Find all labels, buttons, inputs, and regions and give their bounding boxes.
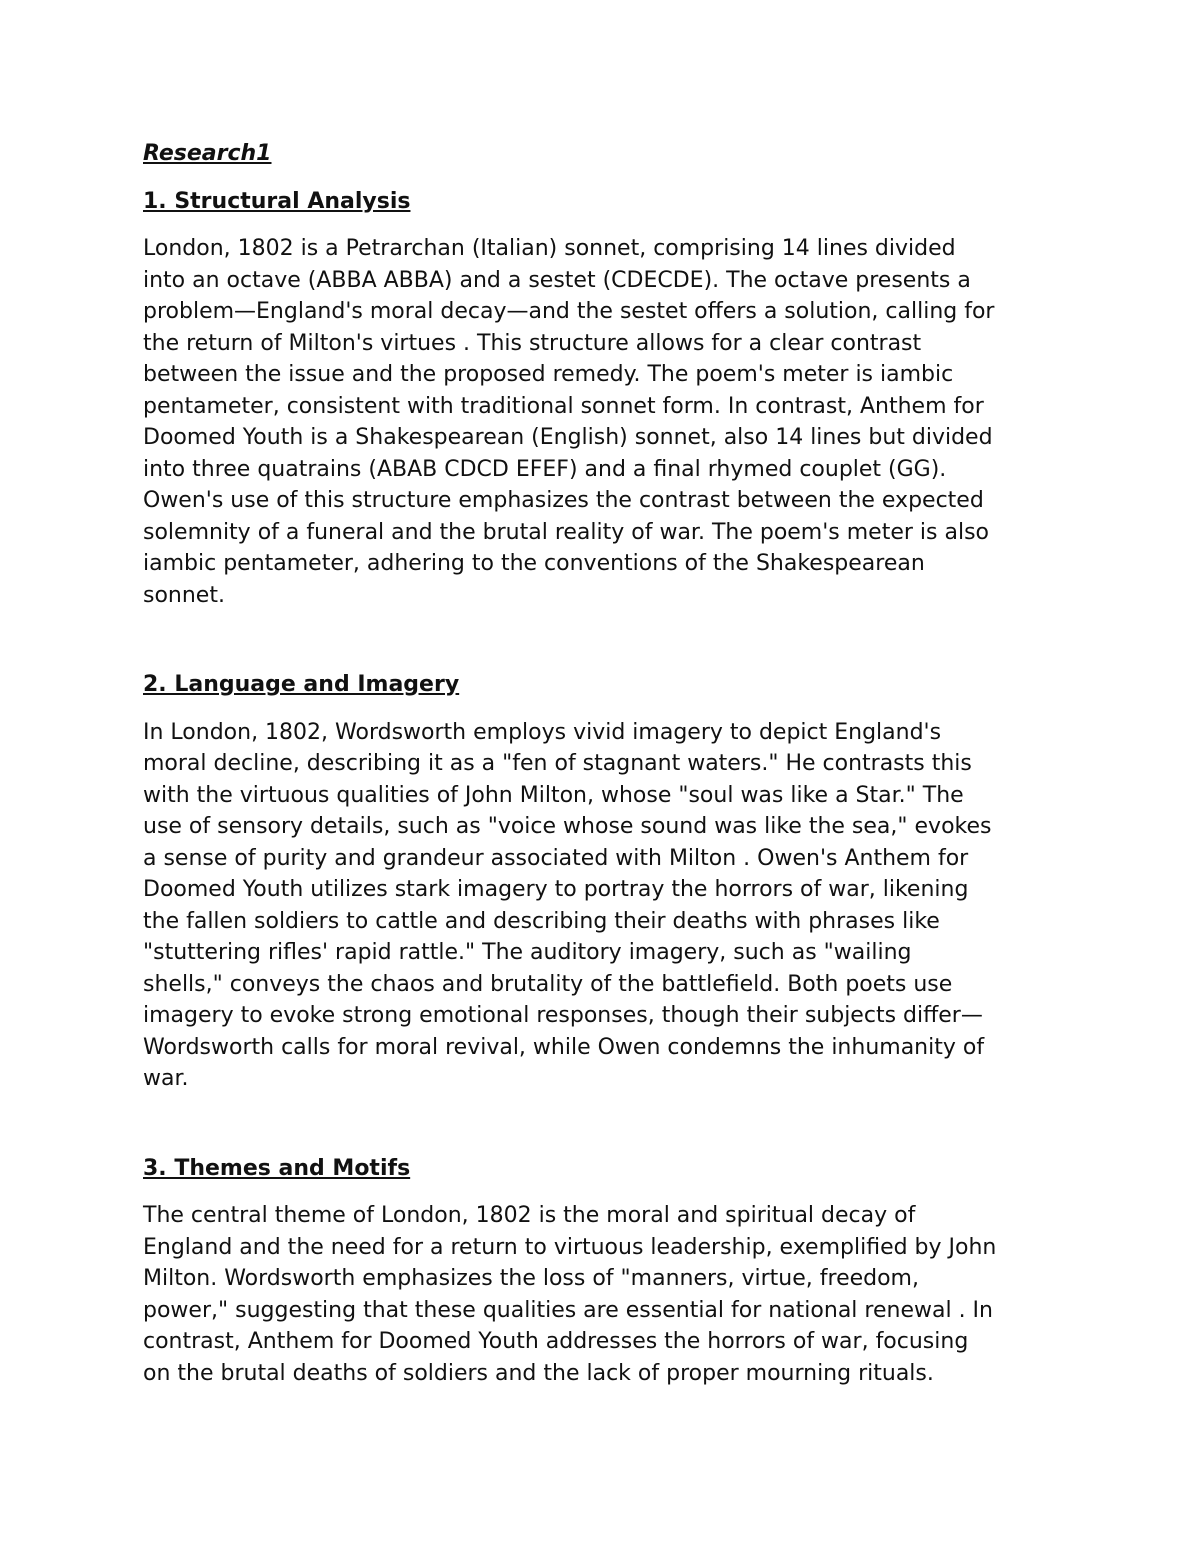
paragraph-line: pentameter, consistent with traditional sonnet form. In contrast, Anthem for [143,393,984,419]
paragraph-line: shells," conveys the chaos and brutality of the battlefield. Both poets use [143,971,953,997]
paragraph-line: England and the need for a return to virtuous leadership, exemplified by John [143,1234,997,1260]
paragraph-line: into three quatrains (ABAB CDCD EFEF) and a final rhymed couplet (GG). [143,456,947,482]
section-heading: 2. Language and Imagery [143,672,460,697]
section-structural-analysis [143,186,1063,612]
section-paragraph [143,233,1063,611]
paragraph-line: with the virtuous qualities of John Milton, whose "soul was like a Star." The [143,782,964,808]
paragraph-line: Doomed Youth is a Shakespearean (English) sonnet, also 14 lines but divided [143,425,993,450]
paragraph-line: Wordsworth calls for moral revival, while Owen condemns the inhumanity of [143,1034,985,1060]
paragraph-line: problem—England's moral decay—and the sestet offers a solution, calling for [143,299,995,324]
paragraph-line: imagery to evoke strong emotional responses, though their subjects differ— [143,1003,983,1028]
paragraph-line: into an octave (ABBA ABBA) and a sestet (CDECDE). The octave presents a [143,267,971,293]
paragraph-line: a sense of purity and grandeur associated with Milton . Owen's Anthem for [143,845,969,871]
section-themes-and-motifs [143,1153,1063,1390]
paragraph-line: In London, 1802, Wordsworth employs vivid imagery to depict England's [143,719,942,745]
paragraph-line: power," suggesting that these qualities are essential for national renewal . In [143,1297,993,1323]
section-paragraph [143,717,1063,1095]
paragraph-line: iambic pentameter, adhering to the conventions of the Shakespearean [143,551,925,576]
paragraph-line: moral decline, describing it as a "fen of stagnant waters." He contrasts this [143,751,972,776]
section-language-and-imagery [143,669,1063,1095]
paragraph-line: between the issue and the proposed remedy. The poem's meter is iambic [143,362,954,387]
document-title: Research1 [143,141,272,166]
paragraph-line: The central theme of London, 1802 is the moral and spiritual decay of [143,1203,916,1228]
paragraph-line: solemnity of a funeral and the brutal reality of war. The poem's meter is also [143,519,989,545]
paragraph-line: Owen's use of this structure emphasizes the contrast between the expected [143,488,984,513]
paragraph-line: war. [143,1066,189,1091]
section-heading: 3. Themes and Motifs [143,1155,411,1181]
paragraph-line: the fallen soldiers to cattle and describing their deaths with phrases like [143,908,940,934]
paragraph-line: sonnet. [143,582,225,608]
paragraph-line: Milton. Wordsworth emphasizes the loss of "manners, virtue, freedom, [143,1266,919,1291]
paragraph-line: "stuttering rifles' rapid rattle." The auditory imagery, such as "wailing [143,940,912,965]
section-heading: 1. Structural Analysis [143,188,411,214]
paragraph-line: use of sensory details, such as "voice whose sound was like the sea," evokes [143,814,992,839]
section-paragraph [143,1200,1063,1389]
paragraph-line: the return of Milton's virtues . This structure allows for a clear contrast [143,330,922,356]
paragraph-line: contrast, Anthem for Doomed Youth addresses the horrors of war, focusing [143,1329,969,1354]
document-page [143,138,1063,1389]
paragraph-line: on the brutal deaths of soldiers and the lack of proper mourning rituals. [143,1360,934,1386]
paragraph-line: London, 1802 is a Petrarchan (Italian) sonnet, comprising 14 lines divided [143,236,956,261]
paragraph-line: Doomed Youth utilizes stark imagery to portray the horrors of war, likening [143,877,969,902]
